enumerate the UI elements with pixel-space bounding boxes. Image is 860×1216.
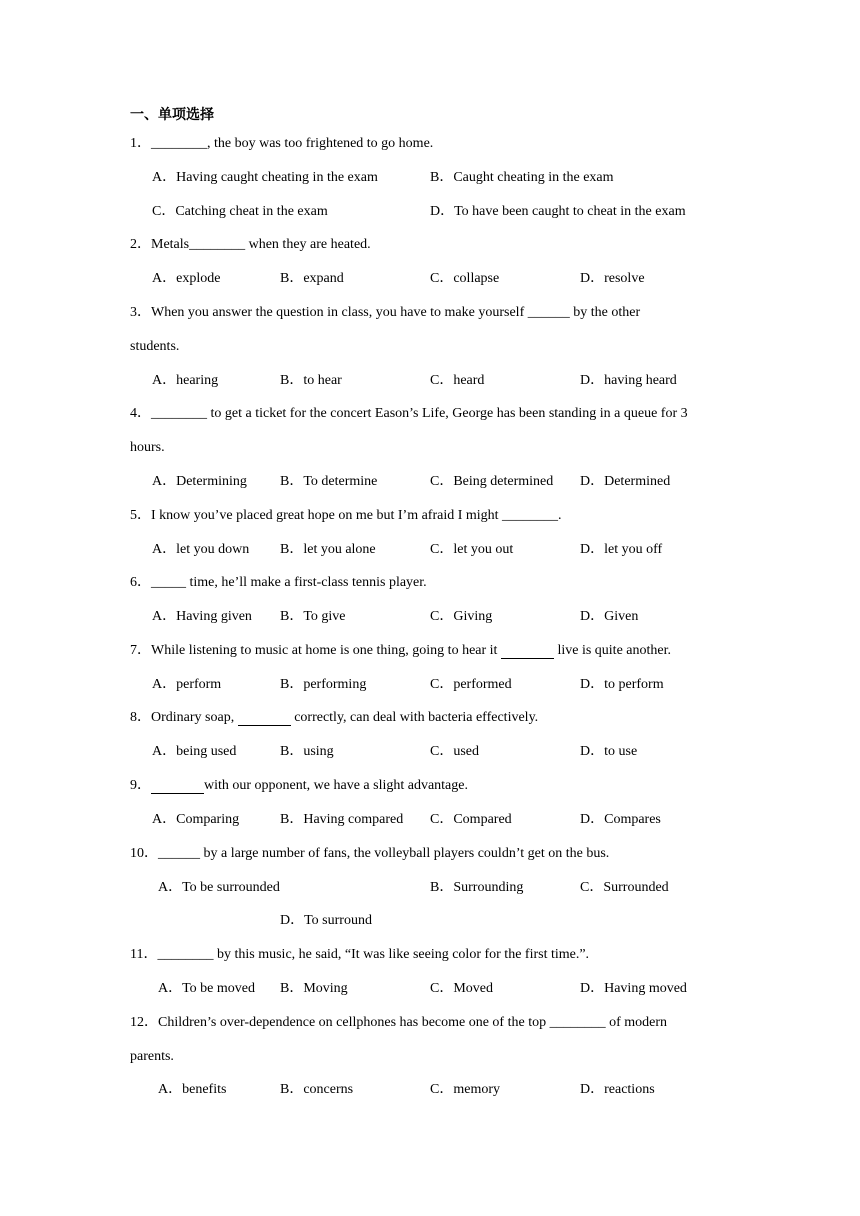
answer-blank	[151, 779, 204, 794]
question-text: Children’s over-dependence on cellphones has become one of the top ________ of modern	[158, 1015, 668, 1030]
question-text: When you answer the question in class, you have to make yourself ______ by the other	[151, 305, 641, 320]
option-6c: C．Giving	[430, 609, 493, 624]
question-text-after: live is quite another.	[553, 643, 671, 658]
option-11d: D．Having moved	[580, 981, 687, 996]
question-12-continuation: parents.	[130, 1049, 174, 1064]
question-number: 7．	[130, 643, 151, 658]
option-1c: C．Catching cheat in the exam	[152, 204, 328, 219]
option-1b: B．Caught cheating in the exam	[430, 170, 614, 185]
option-8c: C．used	[430, 744, 479, 759]
option-11b: B．Moving	[280, 981, 348, 996]
option-9b: B．Having compared	[280, 812, 404, 827]
option-11a: A．To be moved	[158, 981, 256, 996]
option-6d: D．Given	[580, 609, 639, 624]
question-3	[130, 304, 640, 322]
option-3c: C．heard	[430, 373, 485, 388]
option-10c: C．Surrounded	[580, 880, 669, 895]
answer-blank	[238, 711, 291, 726]
option-6b: B．To give	[280, 609, 346, 624]
question-number: 5．	[130, 508, 151, 523]
question-1	[130, 135, 433, 153]
question-text: Metals________ when they are heated.	[151, 237, 371, 252]
question-text: ________ to get a ticket for the concert Eason’s Life, George has been standing in a queue for 3	[151, 406, 688, 421]
option-3b: B．to hear	[280, 373, 342, 388]
option-7b: B．performing	[280, 677, 367, 692]
question-number: 10．	[130, 846, 158, 861]
option-11c: C．Moved	[430, 981, 493, 996]
option-9a: A．Comparing	[152, 812, 240, 827]
option-7d: D．to perform	[580, 677, 664, 692]
option-12a: A．benefits	[158, 1082, 227, 1097]
option-8b: B．using	[280, 744, 334, 759]
option-10b: B．Surrounding	[430, 880, 524, 895]
option-4c: C．Being determined	[430, 474, 554, 489]
question-text-after: correctly, can deal with bacteria effectively.	[290, 710, 539, 725]
question-text-after: with our opponent, we have a slight advantage.	[204, 778, 468, 793]
question-number: 8．	[130, 710, 151, 725]
option-6a: A．Having given	[152, 609, 252, 624]
question-2	[130, 236, 371, 254]
option-8d: D．to use	[580, 744, 638, 759]
option-1d: D．To have been caught to cheat in the exam	[430, 204, 686, 219]
option-4b: B．To determine	[280, 474, 378, 489]
question-3-continuation: students.	[130, 339, 180, 354]
option-3d: D．having heard	[580, 373, 677, 388]
question-number: 6．	[130, 575, 151, 590]
question-5	[130, 507, 562, 525]
option-5b: B．let you alone	[280, 542, 376, 557]
question-10	[130, 845, 609, 863]
option-5a: A．let you down	[152, 542, 250, 557]
question-number: 11．	[130, 947, 158, 962]
answer-blank	[501, 644, 554, 659]
option-10d: D．To surround	[280, 913, 372, 928]
option-5d: D．let you off	[580, 542, 663, 557]
question-9	[130, 777, 468, 795]
option-10a: A．To be surrounded	[158, 880, 280, 895]
option-9d: D．Compares	[580, 812, 661, 827]
question-8	[130, 709, 538, 727]
question-4-continuation: hours.	[130, 440, 165, 455]
question-12	[130, 1014, 667, 1032]
question-number: 2．	[130, 237, 151, 252]
option-1a: A．Having caught cheating in the exam	[152, 170, 378, 185]
question-text-before: While listening to music at home is one thing, going to hear it	[151, 643, 501, 658]
question-7	[130, 642, 671, 660]
question-number: 1．	[130, 136, 151, 151]
question-text: ______ by a large number of fans, the volleyball players couldn’t get on the bus.	[158, 846, 610, 861]
question-text: ________, the boy was too frightened to go home.	[151, 136, 434, 151]
question-number: 4．	[130, 406, 151, 421]
option-3a: A．hearing	[152, 373, 219, 388]
option-8a: A．being used	[152, 744, 237, 759]
question-number: 9．	[130, 778, 151, 793]
option-2a: A．explode	[152, 271, 221, 286]
question-text: ________ by this music, he said, “It was like seeing color for the first time.”.	[157, 947, 590, 962]
question-11	[130, 946, 589, 964]
option-2c: C．collapse	[430, 271, 500, 286]
option-5c: C．let you out	[430, 542, 514, 557]
option-12d: D．reactions	[580, 1082, 655, 1097]
question-number: 3．	[130, 305, 151, 320]
question-text: I know you’ve placed great hope on me but I’m afraid I might ________.	[151, 508, 562, 523]
option-12c: C．memory	[430, 1082, 500, 1097]
option-4a: A．Determining	[152, 474, 247, 489]
option-7c: C．performed	[430, 677, 512, 692]
question-4	[130, 405, 688, 423]
question-text-before: Ordinary soap,	[151, 710, 238, 725]
question-6	[130, 574, 427, 592]
option-2b: B．expand	[280, 271, 344, 286]
question-number: 12．	[130, 1015, 158, 1030]
option-2d: D．resolve	[580, 271, 645, 286]
option-9c: C．Compared	[430, 812, 512, 827]
section-title: 一、单项选择	[130, 107, 214, 123]
option-4d: D．Determined	[580, 474, 671, 489]
option-12b: B．concerns	[280, 1082, 354, 1097]
option-7a: A．perform	[152, 677, 222, 692]
question-text: _____ time, he’ll make a first-class tennis player.	[151, 575, 427, 590]
